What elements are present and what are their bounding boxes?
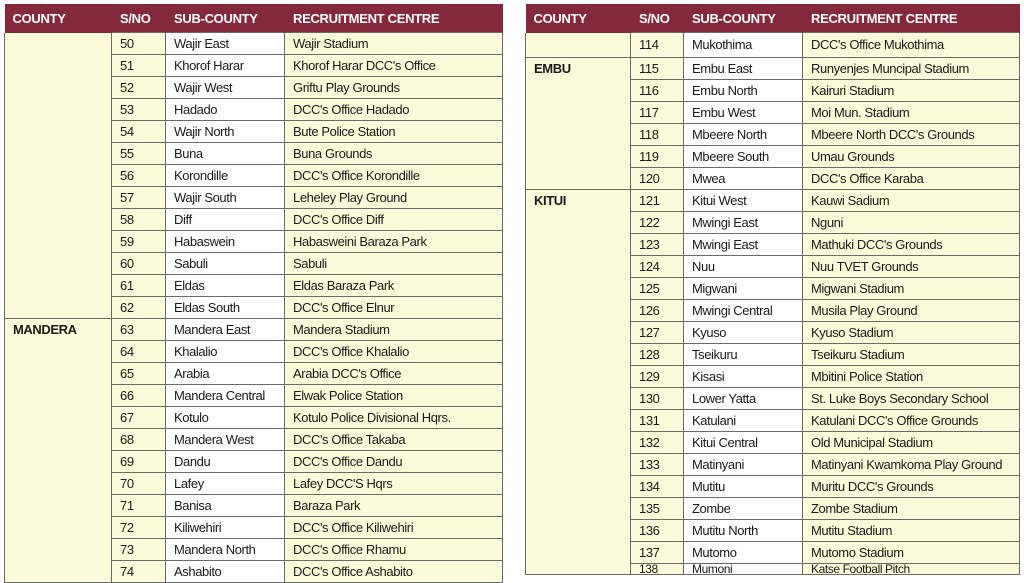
sub-county-cell: Mandera West — [166, 429, 285, 451]
sno-cell: 127 — [631, 321, 684, 343]
sno-cell: 135 — [631, 497, 684, 519]
sub-county-cell: Khalalio — [166, 341, 285, 363]
header-row — [526, 4, 1020, 33]
centre-cell: Mutitu Stadium — [803, 519, 1020, 541]
sub-county-header: SUB-COUNTY — [166, 4, 285, 33]
centre-header: RECRUITMENT CENTRE — [285, 4, 503, 33]
centre-cell: Zombe Stadium — [803, 497, 1020, 519]
sno-cell: 138 — [631, 563, 684, 574]
sub-county-cell: Kisasi — [684, 365, 803, 387]
sub-county-cell: Mwingi East — [684, 211, 803, 233]
sno-cell: 120 — [631, 167, 684, 189]
sno-cell: 70 — [112, 473, 166, 495]
sno-header: S/NO — [631, 4, 684, 33]
sno-cell: 136 — [631, 519, 684, 541]
sno-cell: 124 — [631, 255, 684, 277]
sno-cell: 55 — [112, 143, 166, 165]
centre-cell: Moi Mun. Stadium — [803, 101, 1020, 123]
sno-cell: 71 — [112, 495, 166, 517]
sno-cell: 62 — [112, 297, 166, 319]
centre-cell: Arabia DCC's Office — [285, 363, 503, 385]
sub-county-cell: Korondille — [166, 165, 285, 187]
centre-cell: DCC's Office Elnur — [285, 297, 503, 319]
left-table-panel — [4, 4, 502, 583]
centre-cell: Mathuki DCC's Grounds — [803, 233, 1020, 255]
sno-cell: 72 — [112, 517, 166, 539]
sub-county-cell: Kiliwehiri — [166, 517, 285, 539]
sub-county-cell: Sabuli — [166, 253, 285, 275]
sno-cell: 51 — [112, 55, 166, 77]
sub-county-cell: Embu East — [684, 57, 803, 79]
sub-county-cell: Ashabito — [166, 561, 285, 583]
sub-county-cell: Matinyani — [684, 453, 803, 475]
sno-cell: 57 — [112, 187, 166, 209]
sno-cell: 131 — [631, 409, 684, 431]
centre-cell: Buna Grounds — [285, 143, 503, 165]
sno-cell: 130 — [631, 387, 684, 409]
centre-cell: DCC's Office Khalalio — [285, 341, 503, 363]
county-header: COUNTY — [5, 4, 112, 33]
table-row — [5, 33, 503, 55]
sub-county-cell: Dandu — [166, 451, 285, 473]
sub-county-cell: Mandera Central — [166, 385, 285, 407]
sub-county-header: SUB-COUNTY — [684, 4, 803, 33]
centre-cell: DCC's Office Hadado — [285, 99, 503, 121]
centre-cell: Tseikuru Stadium — [803, 343, 1020, 365]
centre-cell: Katse Football Pitch — [803, 563, 1020, 574]
sno-cell: 54 — [112, 121, 166, 143]
sub-county-cell: Mandera East — [166, 319, 285, 341]
centre-header: RECRUITMENT CENTRE — [803, 4, 1020, 33]
sno-cell: 118 — [631, 123, 684, 145]
table-row — [526, 189, 1020, 211]
centre-cell: DCC's Office Kiliwehiri — [285, 517, 503, 539]
centre-cell: DCC's Office Karaba — [803, 167, 1020, 189]
sub-county-cell: Mumoni — [684, 563, 803, 574]
centre-cell: Bute Police Station — [285, 121, 503, 143]
sno-cell: 132 — [631, 431, 684, 453]
sub-county-cell: Katulani — [684, 409, 803, 431]
centre-cell: Lafey DCC'S Hqrs — [285, 473, 503, 495]
sno-cell: 114 — [631, 33, 684, 58]
centre-cell: Mandera Stadium — [285, 319, 503, 341]
centre-cell: Baraza Park — [285, 495, 503, 517]
centre-cell: DCC's Office Dandu — [285, 451, 503, 473]
sub-county-cell: Kitui West — [684, 189, 803, 211]
sub-county-cell: Mutitu North — [684, 519, 803, 541]
sub-county-cell: Banisa — [166, 495, 285, 517]
sno-cell: 134 — [631, 475, 684, 497]
centre-cell: Wajir Stadium — [285, 33, 503, 55]
sno-cell: 60 — [112, 253, 166, 275]
sub-county-cell: Hadado — [166, 99, 285, 121]
sub-county-cell: Wajir North — [166, 121, 285, 143]
centre-cell: DCC's Office Mukothima — [803, 33, 1020, 58]
sno-cell: 56 — [112, 165, 166, 187]
centre-cell: DCC's Office Ashabito — [285, 561, 503, 583]
table-row — [526, 57, 1020, 79]
recruitment-table-left — [4, 4, 503, 583]
sno-cell: 133 — [631, 453, 684, 475]
centre-cell: Runyenjes Muncipal Stadium — [803, 57, 1020, 79]
sub-county-cell: Embu North — [684, 79, 803, 101]
header-row — [5, 4, 503, 33]
county-cell: KITUI — [526, 189, 631, 574]
centre-cell: Kotulo Police Divisional Hqrs. — [285, 407, 503, 429]
table-row — [5, 319, 503, 341]
county-cell: EMBU — [526, 57, 631, 189]
sno-cell: 123 — [631, 233, 684, 255]
sno-cell: 117 — [631, 101, 684, 123]
sub-county-cell: Lower Yatta — [684, 387, 803, 409]
recruitment-table-right — [525, 4, 1020, 575]
sub-county-cell: Wajir South — [166, 187, 285, 209]
centre-cell: Musila Play Ground — [803, 299, 1020, 321]
sub-county-cell: Mutomo — [684, 541, 803, 563]
sub-county-cell: Mwingi East — [684, 233, 803, 255]
sno-cell: 115 — [631, 57, 684, 79]
centre-cell: Eldas Baraza Park — [285, 275, 503, 297]
sno-cell: 61 — [112, 275, 166, 297]
centre-cell: Old Municipal Stadium — [803, 431, 1020, 453]
county-header: COUNTY — [526, 4, 631, 33]
sub-county-cell: Mutitu — [684, 475, 803, 497]
county-cell — [526, 33, 631, 58]
sub-county-cell: Nuu — [684, 255, 803, 277]
centre-cell: Kairuri Stadium — [803, 79, 1020, 101]
sno-cell: 116 — [631, 79, 684, 101]
centre-cell: Kyuso Stadium — [803, 321, 1020, 343]
centre-cell: DCC's Office Korondille — [285, 165, 503, 187]
sub-county-cell: Diff — [166, 209, 285, 231]
sub-county-cell: Kotulo — [166, 407, 285, 429]
centre-cell: Matinyani Kwamkoma Play Ground — [803, 453, 1020, 475]
centre-cell: Leheley Play Ground — [285, 187, 503, 209]
sno-cell: 64 — [112, 341, 166, 363]
sno-cell: 58 — [112, 209, 166, 231]
sub-county-cell: Eldas South — [166, 297, 285, 319]
sub-county-cell: Mbeere North — [684, 123, 803, 145]
centre-cell: Kauwi Sadium — [803, 189, 1020, 211]
sno-cell: 137 — [631, 541, 684, 563]
sub-county-cell: Migwani — [684, 277, 803, 299]
sno-cell: 65 — [112, 363, 166, 385]
sno-cell: 73 — [112, 539, 166, 561]
sub-county-cell: Eldas — [166, 275, 285, 297]
centre-cell: Khorof Harar DCC's Office — [285, 55, 503, 77]
sno-cell: 125 — [631, 277, 684, 299]
centre-cell: Habasweini Baraza Park — [285, 231, 503, 253]
sub-county-cell: Mwea — [684, 167, 803, 189]
sub-county-cell: Lafey — [166, 473, 285, 495]
centre-cell: Muritu DCC's Grounds — [803, 475, 1020, 497]
sno-cell: 119 — [631, 145, 684, 167]
centre-cell: Nuu TVET Grounds — [803, 255, 1020, 277]
sub-county-cell: Kyuso — [684, 321, 803, 343]
sno-header: S/NO — [112, 4, 166, 33]
sno-cell: 128 — [631, 343, 684, 365]
sno-cell: 74 — [112, 561, 166, 583]
centre-cell: DCC's Office Diff — [285, 209, 503, 231]
sno-cell: 50 — [112, 33, 166, 55]
sno-cell: 59 — [112, 231, 166, 253]
sub-county-cell: Embu West — [684, 101, 803, 123]
centre-cell: St. Luke Boys Secondary School — [803, 387, 1020, 409]
sno-cell: 129 — [631, 365, 684, 387]
centre-cell: DCC's Office Takaba — [285, 429, 503, 451]
right-table-panel — [525, 4, 1019, 575]
centre-cell: Umau Grounds — [803, 145, 1020, 167]
county-cell — [5, 33, 112, 319]
sno-cell: 53 — [112, 99, 166, 121]
centre-cell: Mutomo Stadium — [803, 541, 1020, 563]
sno-cell: 122 — [631, 211, 684, 233]
sno-cell: 121 — [631, 189, 684, 211]
sub-county-cell: Wajir West — [166, 77, 285, 99]
centre-cell: Sabuli — [285, 253, 503, 275]
centre-cell: Griftu Play Grounds — [285, 77, 503, 99]
sub-county-cell: Arabia — [166, 363, 285, 385]
sub-county-cell: Buna — [166, 143, 285, 165]
centre-cell: Mbeere North DCC's Grounds — [803, 123, 1020, 145]
sub-county-cell: Mwingi Central — [684, 299, 803, 321]
table-row — [526, 33, 1020, 58]
sub-county-cell: Mbeere South — [684, 145, 803, 167]
sno-cell: 67 — [112, 407, 166, 429]
centre-cell: Migwani Stadium — [803, 277, 1020, 299]
sub-county-cell: Wajir East — [166, 33, 285, 55]
sub-county-cell: Khorof Harar — [166, 55, 285, 77]
sno-cell: 52 — [112, 77, 166, 99]
sub-county-cell: Kitui Central — [684, 431, 803, 453]
sno-cell: 68 — [112, 429, 166, 451]
sno-cell: 126 — [631, 299, 684, 321]
county-cell: MANDERA — [5, 319, 112, 583]
sub-county-cell: Habaswein — [166, 231, 285, 253]
centre-cell: Nguni — [803, 211, 1020, 233]
sno-cell: 66 — [112, 385, 166, 407]
sub-county-cell: Zombe — [684, 497, 803, 519]
centre-cell: Mbitini Police Station — [803, 365, 1020, 387]
centre-cell: Elwak Police Station — [285, 385, 503, 407]
sno-cell: 69 — [112, 451, 166, 473]
sub-county-cell: Mandera North — [166, 539, 285, 561]
centre-cell: Katulani DCC's Office Grounds — [803, 409, 1020, 431]
sno-cell: 63 — [112, 319, 166, 341]
centre-cell: DCC's Office Rhamu — [285, 539, 503, 561]
sub-county-cell: Tseikuru — [684, 343, 803, 365]
sub-county-cell: Mukothima — [684, 33, 803, 58]
